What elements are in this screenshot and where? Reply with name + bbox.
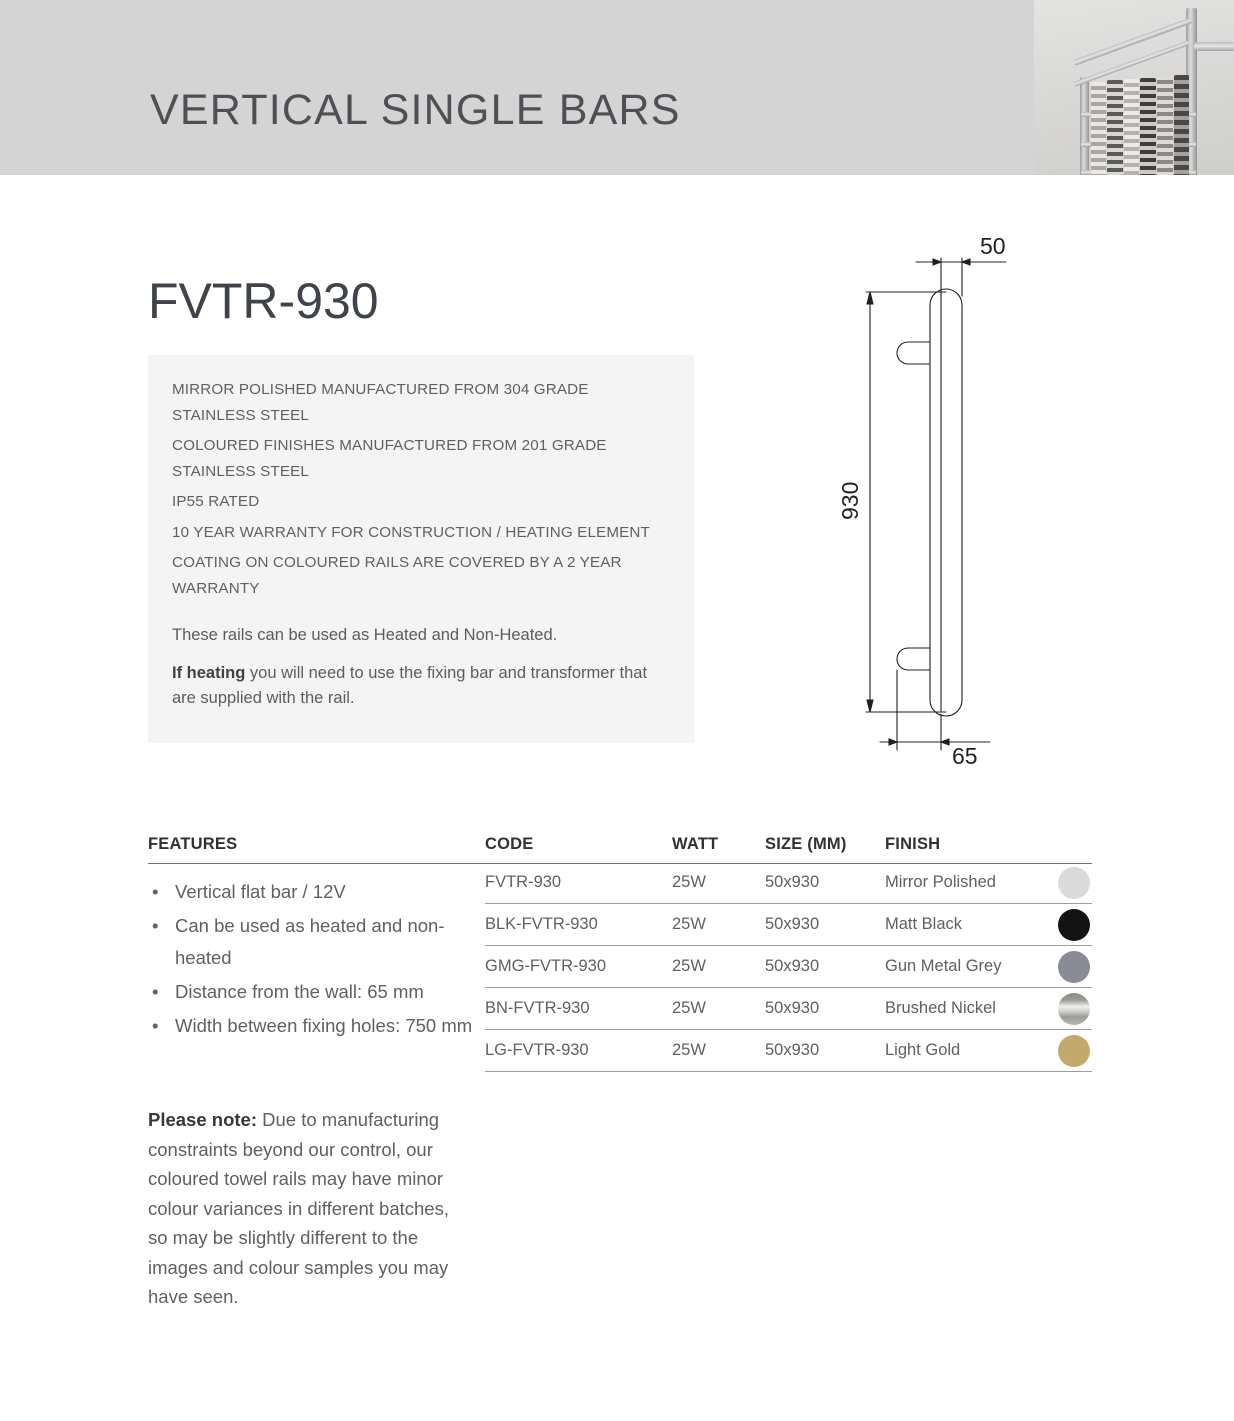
table-row	[485, 904, 1092, 946]
spec-line: COATING ON COLOURED RAILS ARE COVERED BY A 2 YEAR WARRANTY	[172, 554, 622, 597]
finish-swatch	[1058, 867, 1090, 899]
cell-size: 50x930	[765, 957, 820, 975]
features-list	[148, 876, 478, 1044]
heating-note-rest: you will need to use the fixing bar and transformer that are supplied with the rail.	[172, 664, 648, 707]
list-item	[148, 976, 478, 1008]
bullet-icon: •	[152, 915, 159, 936]
bullet-icon: •	[152, 881, 159, 902]
table-row	[485, 946, 1092, 988]
finish-swatch	[1058, 993, 1090, 1025]
cell-size: 50x930	[765, 873, 820, 891]
table-header-size: SIZE (MM)	[765, 835, 847, 853]
cell-code: GMG-FVTR-930	[485, 957, 607, 975]
spec-line: IP55 RATED	[172, 493, 260, 510]
spec-line: 10 YEAR WARRANTY FOR CONSTRUCTION / HEATING ELEMENT	[172, 523, 650, 541]
cell-code: BLK-FVTR-930	[485, 915, 598, 933]
table-header-features: FEATURES	[148, 835, 238, 853]
bullet-icon: •	[152, 981, 159, 1002]
page-title: VERTICAL SINGLE BARS	[150, 86, 681, 134]
dimension-drawing-svg	[830, 230, 1090, 770]
heated-note: These rails can be used as Heated and Non-Heated.	[172, 626, 558, 644]
cell-code: BN-FVTR-930	[485, 999, 590, 1017]
table-row	[485, 862, 1092, 904]
table-row	[485, 988, 1092, 1030]
list-item	[148, 910, 478, 974]
cell-watt: 25W	[672, 915, 706, 933]
list-item	[148, 876, 478, 908]
cell-watt: 25W	[672, 1041, 706, 1059]
cell-size: 50x930	[765, 1041, 820, 1059]
towel-rail-photo	[1034, 0, 1234, 175]
cell-watt: 25W	[672, 873, 706, 891]
specification-box	[148, 355, 694, 743]
table-header-watt: WATT	[672, 835, 719, 853]
spec-line: COLOURED FINISHES MANUFACTURED FROM 201 GRADE STAINLESS STEEL	[172, 437, 607, 480]
feature-text: Can be used as heated and non-heated	[175, 915, 445, 968]
cell-finish: Brushed Nickel	[885, 999, 996, 1017]
table-header-finish: FINISH	[885, 835, 941, 853]
finish-swatch	[1058, 1035, 1090, 1067]
heating-requirement-note	[172, 661, 668, 711]
dimension-width-label: 50	[980, 233, 1006, 259]
feature-text: Vertical flat bar / 12V	[175, 881, 346, 902]
cell-size: 50x930	[765, 915, 820, 933]
spec-line: MIRROR POLISHED MANUFACTURED FROM 304 GRADE STAINLESS STEEL	[172, 381, 589, 424]
bullet-icon: •	[152, 1015, 159, 1036]
cell-finish: Matt Black	[885, 915, 963, 933]
dimension-height-label: 930	[837, 481, 863, 520]
cell-finish: Light Gold	[885, 1041, 961, 1059]
heating-note-emphasis: If heating	[172, 664, 246, 682]
cell-finish: Gun Metal Grey	[885, 957, 1002, 975]
cell-watt: 25W	[672, 999, 706, 1017]
table-row	[485, 1030, 1092, 1072]
cell-finish: Mirror Polished	[885, 873, 996, 891]
finish-swatch	[1058, 951, 1090, 983]
technical-drawing	[830, 230, 1090, 775]
feature-text: Distance from the wall: 65 mm	[175, 981, 424, 1002]
feature-text: Width between fixing holes: 750 mm	[175, 1015, 473, 1036]
finish-options-table	[485, 862, 1092, 1072]
cell-size: 50x930	[765, 999, 820, 1017]
dimension-depth-label: 65	[952, 743, 978, 769]
list-item	[148, 1010, 478, 1042]
cell-code: LG-FVTR-930	[485, 1041, 589, 1059]
product-code-title: FVTR-930	[148, 273, 379, 329]
please-note-label: Please note:	[148, 1109, 257, 1130]
finish-swatch	[1058, 909, 1090, 941]
cell-watt: 25W	[672, 957, 706, 975]
table-header-code: CODE	[485, 835, 534, 853]
page-header	[0, 0, 1234, 175]
cell-code: FVTR-930	[485, 873, 562, 891]
please-note-paragraph	[148, 1105, 470, 1312]
please-note-text: Due to manufacturing constraints beyond our control, our coloured towel rails may have minor colour variances in different batches, so may be slightly different to the images and colour samples you may have seen.	[148, 1109, 449, 1307]
